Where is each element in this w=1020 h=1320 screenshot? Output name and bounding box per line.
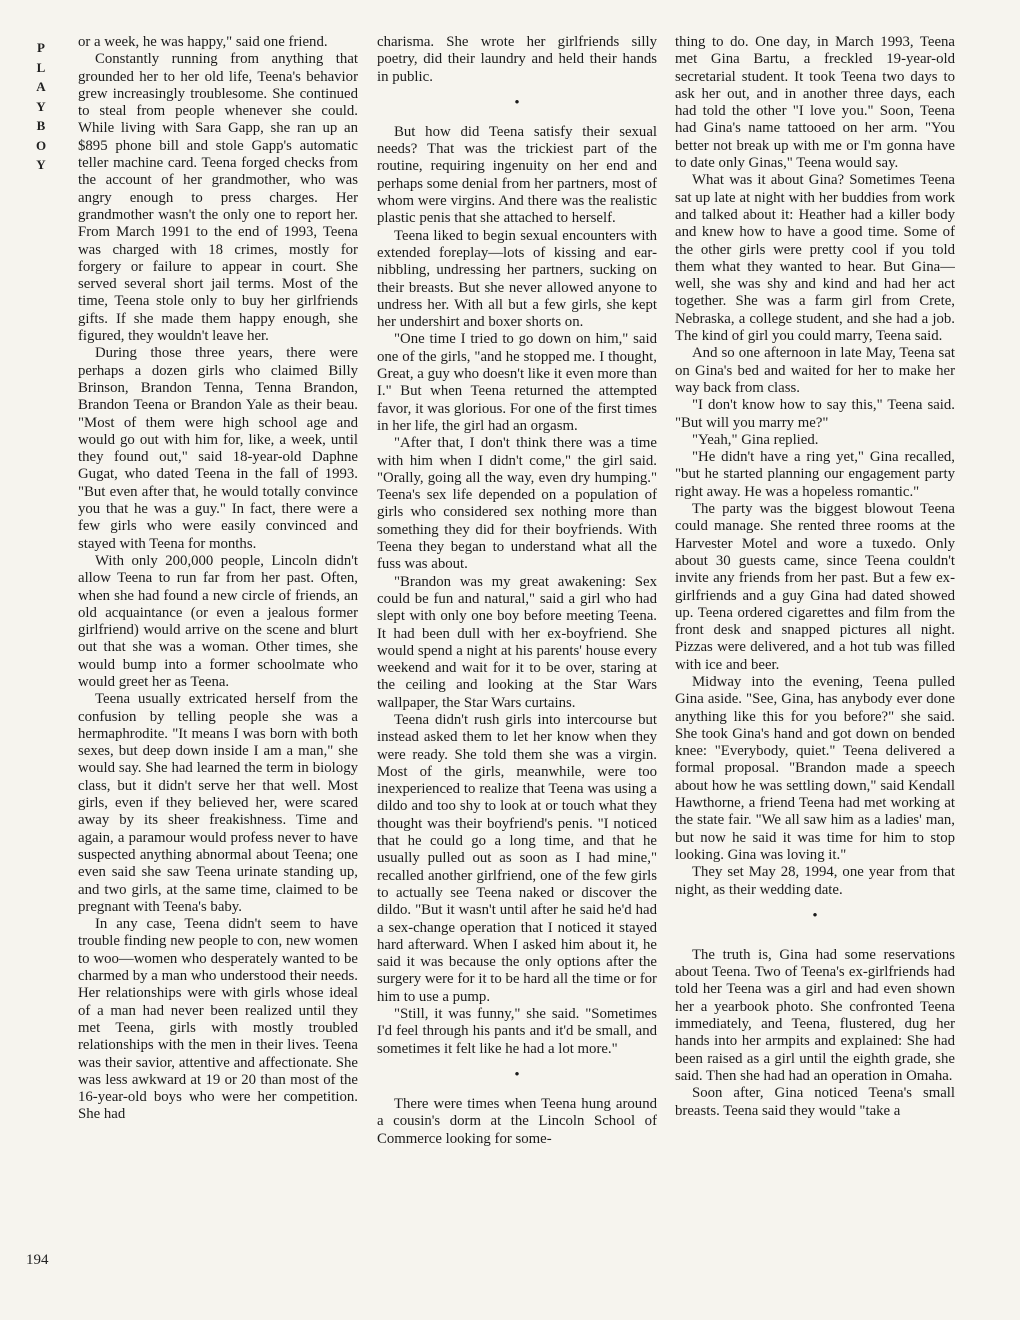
paragraph: And so one afternoon in late May, Teena sat on Gina's bed and waited for her to make her way back from class.	[675, 345, 955, 396]
paragraph: "Still, it was funny," she said. "Sometimes I'd feel through his pants and it'd be small, and sometimes it felt like he had a lot more."	[377, 1006, 657, 1057]
paragraph: "One time I tried to go down on him," said one of the girls, "and he stopped me. I thought, Great, a guy who doesn't like it even more than I." But when Teena returned the attempted favor, it was glorious. For one of the first times in her life, the girl had an orgasm.	[377, 331, 657, 434]
paragraph: The truth is, Gina had some reservations about Teena. Two of Teena's ex-girlfriends had told her Teena was a girl and had even shown her a yearbook photo. She confronted Teena immediately, and Teena, flustered, dug her hands into her armpits and explained: She had been raised as a girl until the eighth grade, she said. Then she had had an operation in Omaha.	[675, 946, 955, 1084]
runner-letter: Y	[36, 98, 46, 114]
column-2	[377, 34, 657, 1279]
runner-letter: L	[36, 59, 46, 75]
paragraph: But how did Teena satisfy their sexual needs? That was the trickiest part of the routine, requiring ingenuity on her end and perhaps some denial from her partners, most of whom were virgins. And there was the realistic plastic penis that she attached to herself.	[377, 123, 657, 227]
paragraph: The party was the biggest blowout Teena could manage. She rented three rooms at the Harvester Motel and wore a tuxedo. Only about 30 guests came, since Teena couldn't invite any friends from her past. But a few ex-girlfriends and a guy Gina had dated showed up. Teena ordered cigarettes and film from the front desk and snapped pictures all night. Pizzas were delivered, and a hot tub was filled with ice and beer.	[675, 501, 955, 673]
paragraph: They set May 28, 1994, one year from that night, as their wedding date.	[675, 864, 955, 898]
runner-letter: Y	[36, 157, 46, 172]
paragraph: "Yeah," Gina replied.	[692, 431, 819, 448]
runner-letter: A	[36, 79, 46, 94]
paragraph: charisma. She wrote her girlfriends silly poetry, did their laundry and held their hands in public.	[377, 34, 657, 85]
paragraph: Teena usually extricated herself from the confusion by telling people she was a hermaphrodite. "It means I was born with both sexes, but deep down inside I am a man," she would say. She had learned the term in biology class, but it didn't serve her that well. Most girls, even if they believed her, were scared away by its sheer freakishness. Time and again, a paramour would profess never to have suspected anything abnormal about Teena; one even said she saw Teena urinate standing up, and two girls, at the same time, claimed to be pregnant with Teena's baby.	[78, 691, 358, 915]
paragraph: Teena didn't rush girls into intercourse but instead asked them to let her know when they were ready. She told them she was a virgin. Most of the girls, meanwhile, were too inexperienced to realize that Teena was using a dildo and too shy to look at or touch what they thought was their boyfriend's penis. "I noticed that he could go a long time, and that he usually pulled out as soon as I had mine," recalled another girlfriend, one of the few girls to actually see Teena naked or discover the dildo. "But it wasn't until after he said he'd had a sex-change operation that I noticed it stayed hard afterward. When I asked him about it, he said it was because the only options after the surgery were for it to be hard all the time or for him to use a pump.	[377, 711, 657, 1005]
paragraph: "He didn't have a ring yet," Gina recalled, "but he started planning our engagement party right away. He was a hopeless romantic."	[675, 449, 955, 500]
paragraph: thing to do. One day, in March 1993, Teena met Gina Bartu, a freckled 19-year-old secretarial student. It took Teena two days to ask her out, and in another three days, each had told the other "I love you." Soon, Teena had Gina's name tattooed on her arm. "You better not break up with me or I'm gonna have to date only Ginas," Teena would say.	[675, 34, 955, 172]
section-separator: •	[514, 94, 520, 111]
paragraph: "I don't know how to say this," Teena said. "But will you marry me?"	[675, 397, 955, 431]
paragraph: Midway into the evening, Teena pulled Gina aside. "See, Gina, has anybody ever done anything like this for you before?" she said. She took Gina's hand and got down on bended knee: "Everybody, quiet." Teena delivered a formal proposal. "Brandon made a speech about how he was settling down," said Kendall Hawthorne, a friend Teena had met working at the state fair. "We all saw him as a ladies' man, but now he said it was time for him to stop looking. Gina was loving it."	[675, 673, 955, 863]
runner-letter: O	[35, 137, 47, 153]
paragraph: What was it about Gina? Sometimes Teena sat up late at night with her buddies from work and talked about it: Heather had a killer body and knew how to have a good time. Some of the other girls were pretty cool if you told them what they wanted to hear. But Gina—well, she was shy and kind and had her act together. She was a farm girl from Crete, Nebraska, a college student, and she had a job. The kind of girl you could marry, Teena said.	[675, 172, 955, 345]
paragraph: With only 200,000 people, Lincoln didn't allow Teena to run far from her past. Often, when she had found a new circle of friends, an old acquaintance (or even a jealous former girlfriend) would arrive on the scene and blurt out that she was a woman. Other times, she would bump into a former schoolmate who would greet her as Teena.	[78, 552, 358, 690]
column-3	[675, 34, 955, 1279]
column-1	[78, 34, 358, 1279]
section-separator: •	[514, 1066, 520, 1083]
spacer	[675, 937, 955, 947]
section-separator: •	[812, 907, 818, 924]
runner-letter: B	[36, 118, 46, 133]
paragraph: "Brandon was my great awakening: Sex could be fun and natural," said a girl who had slept with only one boy before meeting Teena. It had been dull with her ex-boyfriend. She would spend a night at his parents' house every weekend and wait for it to be over, staring at the ceiling and looking at the Star Wars wallpaper, the Star Wars curtains.	[377, 573, 657, 711]
paragraph: Teena liked to begin sexual encounters with extended foreplay—lots of kissing and ear-nibbling, undressing her partners, sucking on their breasts. But she never allowed anyone to undress her. With all but a few girls, she kept her undershirt and boxer shorts on.	[377, 227, 657, 331]
running-head-playboy	[30, 38, 52, 175]
paragraph: or a week, he was happy," said one friend.	[78, 34, 328, 50]
paragraph: "After that, I don't think there was a time with him when I didn't come," the girl said. "Orally, going all the way, even dry humping." Teena's sex life depended on a population of girls who considered sex nothing more than something they did for their boyfriends. With Teena they began to understand what all the fuss was about.	[377, 435, 657, 573]
page-number: 194	[26, 1252, 49, 1268]
paragraph: Constantly running from anything that grounded her to her old life, Teena's behavior grew increasingly troublesome. She continued to steal from people whenever she could. While living with Sara Gapp, she ran up an $895 phone bill and stole Gapp's automatic teller machine card. Teena forged checks from the account of her grandmother, who was angry enough to press charges. Her grandmother wasn't the only one to report her. From March 1991 to the end of 1993, Teena was charged with 18 crimes, mostly for forgery or failure to appear in court. She served several short jail terms. Most of the time, Teena stole only to buy her girlfriends gifts. If she made them happy enough, she figured, they wouldn't leave her.	[78, 51, 358, 345]
paragraph: Soon after, Gina noticed Teena's small breasts. Teena said they would "take a	[675, 1085, 955, 1119]
paragraph: During those three years, there were perhaps a dozen girls who claimed Billy Brinson, Brandon Tenna, Tenna Brandon, Brandon Teena or Brandon Yale as their beau. "Most of them were high school age and would go out with him for, like, a week, until they found out," said 18-year-old Daphne Gugat, who dated Teena in the fall of 1993. "But even after that, he would totally convince you that he was a guy." In fact, there were a few girls who were easily convinced and stayed with Teena for months.	[78, 345, 358, 552]
runner-letter: P	[37, 40, 45, 55]
paragraph: There were times when Teena hung around a cousin's dorm at the Lincoln School of Commerce looking for some-	[377, 1095, 657, 1147]
paragraph: In any case, Teena didn't seem to have trouble finding new people to con, new women to woo—women who desperately wanted to be charmed by a man who understood their needs. Her relationships were with girls whose ideal of a man had never been realized until they met Teena, girls with mostly troubled relationships with the men in their lives. Teena was their savior, attentive and affectionate. She was less awkward at 19 or 20 than most of the 16-year-old boys who were her competition. She had	[78, 916, 358, 1123]
